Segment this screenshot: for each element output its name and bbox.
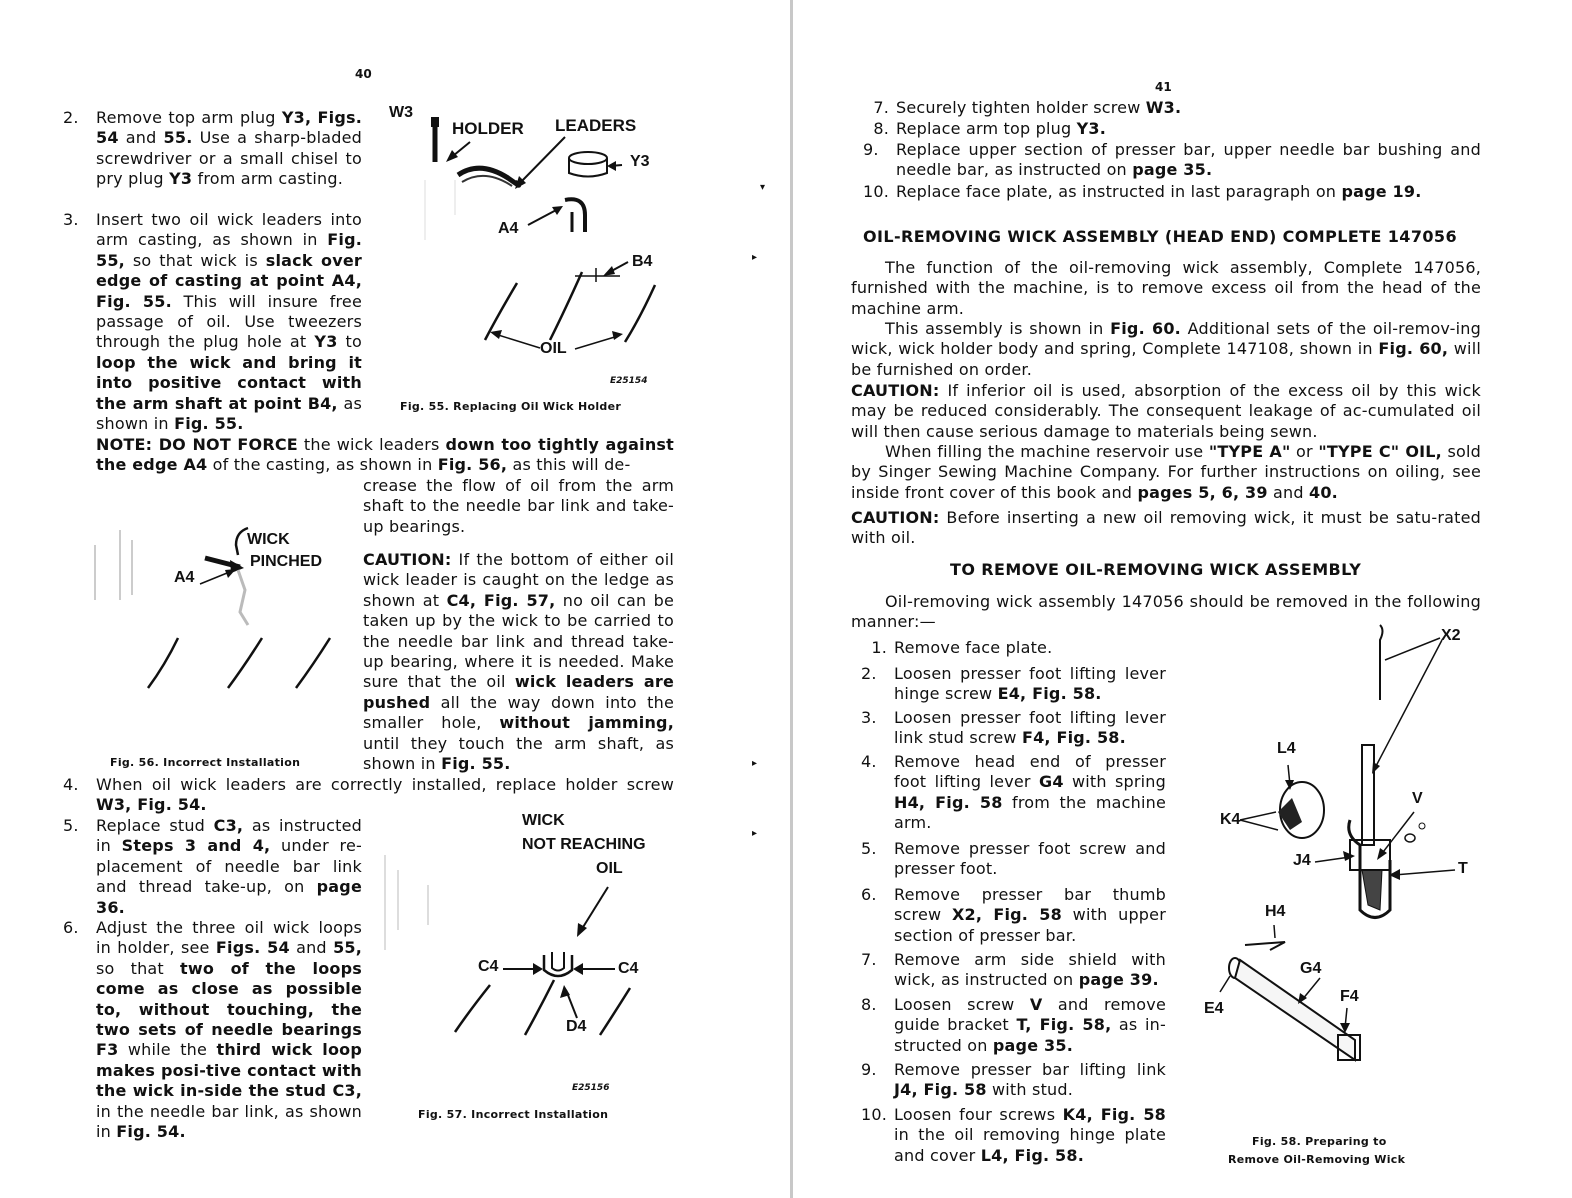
fig55-code: E25154	[610, 376, 648, 386]
step-2: 2. Remove top arm plug Y3, Figs. 54 and 55. Use a sharp-bladed screwdriver or a small chisel to pry plug Y3 from arm casting.	[63, 108, 363, 189]
step-4: 4. When oil wick leaders are correctly installed, replace holder screw W3, Fig. 54.	[63, 775, 674, 815]
paragraph-assembly: This assembly is shown in Fig. 60. Additional sets of the oil-remov-ing wick, wick holder body and spring, Complete 147108, shown in Fig. 60, will be furnished on order.	[851, 319, 1481, 379]
remove-step-10: 10. Loosen four screws K4, Fig. 58 in the oil removing hinge plate and cover L4, Fig. 58.	[861, 1105, 1166, 1165]
fig55-label-y3: Y3	[630, 153, 650, 170]
right-page	[790, 0, 1572, 1198]
note-paragraph: NOTE: DO NOT FORCE the wick leaders down too tightly against the edge A4 of the casting, as shown in Fig. 56, as this will de-	[96, 435, 674, 475]
margin-mark: ▸	[752, 828, 758, 839]
section-heading-oil-removing-wick: OIL-REMOVING WICK ASSEMBLY (HEAD END) COMPLETE 147056	[863, 227, 1457, 246]
fig58-label-x2: X2	[1441, 627, 1461, 644]
fig56-caption: Fig. 56. Incorrect Installation	[110, 756, 301, 769]
fig55-label-leaders: LEADERS	[555, 116, 637, 135]
remove-step-7: 7. Remove arm side shield with wick, as instructed on page 39.	[861, 950, 1166, 990]
fig57-label-c4-right: C4	[618, 960, 639, 977]
fig57-label-c4-left: C4	[478, 958, 499, 975]
remove-step-2: 2. Loosen presser foot lifting lever hinge screw E4, Fig. 58.	[861, 664, 1166, 704]
fig57-label-oil: OIL	[596, 860, 623, 877]
fig55-label-oil: OIL	[540, 340, 567, 357]
remove-step-6: 6. Remove presser bar thumb screw X2, Fig. 58 with upper section of presser bar.	[861, 885, 1166, 945]
step-8: 8. Replace arm top plug Y3.	[873, 119, 1107, 138]
fig55-label-w3: W3	[389, 104, 413, 121]
fig58-label-g4: G4	[1300, 960, 1322, 977]
fig55-label-a4: A4	[498, 220, 519, 237]
note-continuation: crease the flow of oil from the arm shaft to the needle bar link and take-up bearings.	[363, 476, 674, 536]
step-5: 5. Replace stud C3, as instructed in Steps 3 and 4, under re-placement of needle bar link and thread take-up, on page 36.	[63, 816, 362, 917]
fig57-label-d4: D4	[566, 1018, 587, 1035]
caution-paragraph: CAUTION: If the bottom of either oil wick leader is caught on the ledge as shown at C4, Fig. 57, no oil can be taken up by the wick to be carried to the needle bar link and thread take-up bearing, where it is needed. Make sure that the oil wick leaders are pushed all the way down into the smaller hole, without jamming, until they touch the arm shaft, as shown in Fig. 55.	[363, 550, 674, 774]
remove-step-9: 9. Remove presser bar lifting link J4, Fig. 58 with stud.	[861, 1060, 1166, 1100]
fig55-caption: Fig. 55. Replacing Oil Wick Holder	[400, 400, 622, 413]
remove-step-4: 4. Remove head end of presser foot lifting lever G4 with spring H4, Fig. 58 from the machine arm.	[861, 752, 1166, 833]
fig58-label-t: T	[1458, 860, 1468, 877]
paragraph-reservoir: When filling the machine reservoir use "TYPE A" or "TYPE C" OIL, sold by Singer Sewing Machine Company. For further instructions on oiling, see inside front cover of this book and pages 5, 6, 39 and 40.	[851, 442, 1482, 502]
fig57-caption: Fig. 57. Incorrect Installation	[418, 1108, 609, 1121]
margin-mark: ▸	[752, 758, 758, 769]
fig57-label-wick: WICK	[522, 812, 565, 829]
fig58-label-f4: F4	[1340, 988, 1359, 1005]
fig58-label-e4: E4	[1204, 1000, 1224, 1017]
fig57-label-not-reaching: NOT REACHING	[522, 836, 646, 853]
fig55-label-b4: B4	[632, 253, 653, 270]
fig58-caption-line2: Remove Oil-Removing Wick	[1228, 1153, 1406, 1166]
caution-saturate: CAUTION: Before inserting a new oil removing wick, it must be satu-rated with oil.	[851, 508, 1481, 548]
step-6: 6. Adjust the three oil wick loops in holder, see Figs. 54 and 55, so that two of the loops come as close as possible to, without touching, the two sets of needle bearings F3 while the third wick loop makes posi-tive contact with the wick in-side the stud C3, in the needle bar link, as shown in Fig. 54.	[63, 918, 363, 1142]
fig58-label-l4: L4	[1277, 740, 1296, 757]
step-9: 9. Replace upper section of presser bar, upper needle bar bushing and needle bar, as instructed on page 35.	[863, 140, 1481, 180]
step-10: 10. Replace face plate, as instructed in last paragraph on page 19.	[863, 182, 1422, 201]
fig55-label-holder: HOLDER	[452, 119, 524, 138]
caution-inferior-oil: CAUTION: If inferior oil is used, absorption of the excess oil by this wick may be reduced considerably. The consequent leakage of ac-cumulated oil will then cause serious damage to materials being sewn.	[851, 381, 1481, 441]
fig58-label-h4: H4	[1265, 903, 1286, 920]
fig58-caption-line1: Fig. 58. Preparing to	[1252, 1135, 1387, 1148]
page-number: 41	[1155, 80, 1172, 94]
fig58-label-j4: J4	[1293, 852, 1311, 869]
step-3: 3. Insert two oil wick leaders into arm casting, as shown in Fig. 55, so that wick is slack over edge of casting at point A4, Fig. 55. This will insure free passage of oil. Use tweezers through the plug hole at Y3 to loop the wick and bring it into positive contact with the arm shaft at point B4, as shown in Fig. 55.	[63, 210, 363, 434]
paragraph-intro: Oil-removing wick assembly 147056 should be removed in the following manner:—	[851, 592, 1481, 632]
step-7: 7. Securely tighten holder screw W3.	[873, 98, 1182, 117]
remove-step-5: 5. Remove presser foot screw and presser foot.	[861, 839, 1166, 879]
remove-step-1: 1. Remove face plate.	[871, 638, 1053, 657]
fig58-label-k4: K4	[1220, 811, 1241, 828]
fig58-label-v: V	[1412, 790, 1423, 807]
remove-step-3: 3. Loosen presser foot lifting lever link stud screw F4, Fig. 58.	[861, 708, 1166, 748]
fig56-label-wick: WICK	[247, 531, 290, 548]
fig57-code: E25156	[572, 1083, 610, 1093]
fig56-label-a4: A4	[174, 569, 195, 586]
margin-mark: ▾	[760, 182, 766, 193]
page-number: 40	[355, 67, 372, 81]
margin-mark: ▸	[752, 252, 758, 263]
fig58-illustration	[790, 0, 1572, 1198]
fig56-label-pinched: PINCHED	[250, 553, 323, 570]
section-heading-to-remove: TO REMOVE OIL-REMOVING WICK ASSEMBLY	[950, 560, 1362, 579]
paragraph-function: The function of the oil-removing wick assembly, Complete 147056, furnished with the machine, is to remove excess oil from the head of the machine arm.	[851, 258, 1481, 318]
remove-step-8: 8. Loosen screw V and remove guide bracket T, Fig. 58, as in-structed on page 35.	[861, 995, 1167, 1055]
